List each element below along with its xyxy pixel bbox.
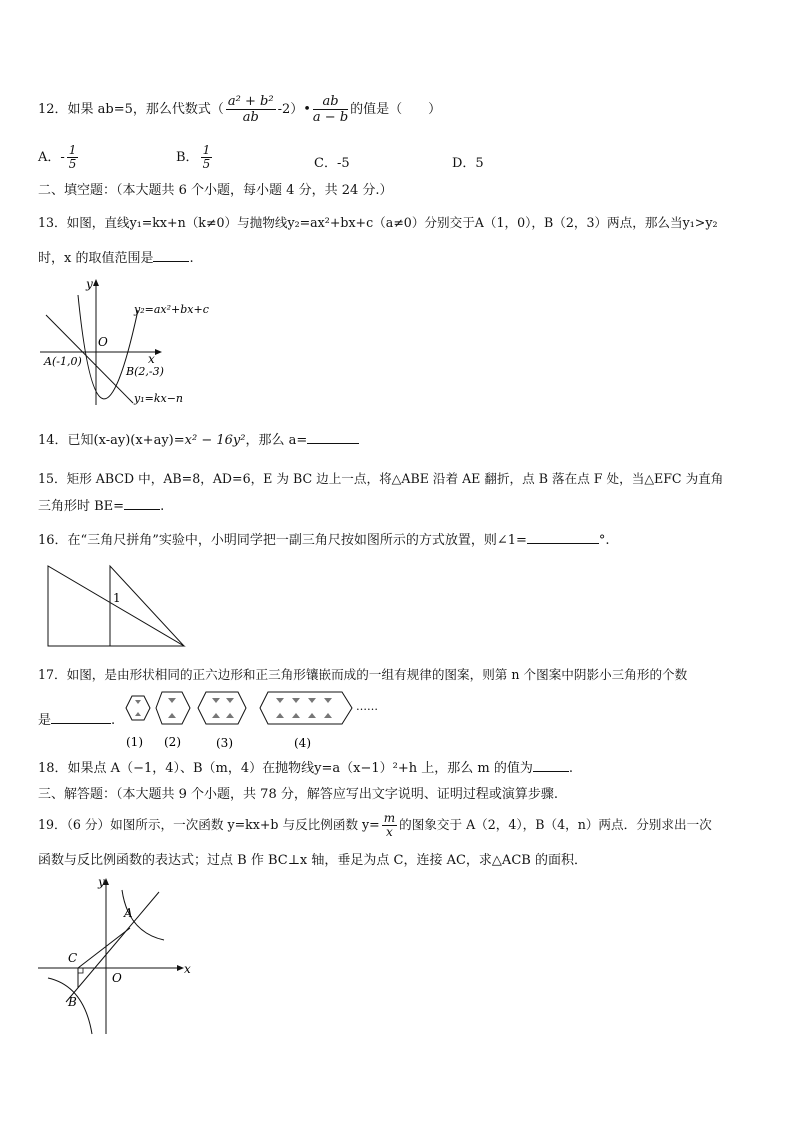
q13-x-label: x — [148, 352, 155, 366]
q13-answer-blank[interactable] — [153, 261, 189, 262]
pattern-label-1: (1) — [126, 735, 143, 749]
q19-line-1-prefix: 19．（6 分）如图所示，一次函数 y=kx+b 与反比例函数 y= — [38, 817, 380, 832]
pattern-1 — [126, 696, 150, 720]
option-b-numerator: 1 — [202, 143, 211, 157]
q19-frac-denominator: x — [386, 825, 393, 839]
q12-prefix: 12．如果 ab=5，那么代数式（ — [38, 102, 224, 117]
section-3-heading: 三、解答题：（本大题共 9 个小题，共 78 分，解答应写出文字说明、证明过程或演算步骤. — [38, 787, 558, 802]
option-a-fraction — [67, 144, 79, 171]
option-a-numerator: 1 — [68, 143, 77, 157]
q19-line-1 — [38, 812, 712, 839]
q13-point-b-label: B(2,-3) — [126, 365, 164, 378]
option-b-label: B． — [176, 150, 199, 165]
q12-suffix: 的值是（ ） — [350, 102, 442, 117]
q12-frac2-denominator: a − b — [312, 110, 349, 125]
q19-frac-numerator: m — [383, 811, 396, 825]
q14-prefix: 14．已知(x-ay)(x+ay)= — [38, 433, 185, 448]
q12-option-a[interactable] — [38, 144, 80, 171]
pattern-label-2: (2) — [164, 735, 181, 749]
option-a-denominator: 5 — [68, 157, 77, 171]
q15-line-2-end: . — [160, 499, 165, 514]
q17-line-2 — [38, 712, 115, 730]
q12-option-c[interactable]: C．-5 — [314, 156, 350, 171]
q13-line-1: 13．如图，直线y₁=kx+n（k≠0）与抛物线y₂=ax²+bx+c（a≠0）分别交于A（1，0），B（2，3）两点，那么当y₁>y₂ — [38, 215, 718, 230]
q16-triangles-figure — [44, 562, 194, 652]
q13-line-2 — [38, 250, 194, 268]
q14-line — [38, 432, 359, 450]
pattern-2 — [156, 692, 190, 724]
q18-answer-blank[interactable] — [533, 771, 569, 772]
q12-fraction-1 — [226, 94, 276, 125]
q15-line-1: 15．矩形 ABCD 中，AB=8，AD=6，E 为 BC 边上一点，将△ABE 沿着 AE 翻折，点 B 落在点 F 处，当△EFC 为直角 — [38, 471, 724, 486]
q13-point-a-label: A(-1,0) — [44, 355, 82, 368]
q18-line — [38, 760, 573, 778]
q14-answer-blank[interactable] — [307, 443, 359, 444]
q17-pattern-figure — [120, 686, 390, 752]
q16-angle-label: 1 — [113, 591, 121, 605]
q12-fraction-2 — [313, 94, 348, 125]
q17-line-1: 17．如图，是由形状相同的正六边形和正三角形镶嵌而成的一组有规律的图案，则第 n 个图案中阴影小三角形的个数 — [38, 667, 688, 682]
q16-triangle-1 — [48, 566, 184, 646]
q19-point-c-label: C — [68, 951, 78, 965]
q13-y-label: y — [86, 277, 93, 291]
q12-frac1-numerator: a² + b² — [227, 94, 274, 109]
q16-triangle-2 — [110, 566, 184, 646]
q19-x-arrow-icon — [177, 965, 184, 971]
pattern-3 — [198, 692, 246, 724]
q12-frac2-numerator: ab — [313, 94, 348, 110]
q12-stem — [38, 94, 441, 125]
q19-origin-label: O — [112, 971, 122, 985]
q16-answer-blank[interactable] — [527, 543, 599, 544]
option-b-denominator: 5 — [202, 157, 211, 171]
q19-line-1-suffix: 的图象交于 A（2，4），B（4，n）两点．分别求出一次 — [399, 817, 712, 832]
q14-suffix: ，那么 a= — [245, 433, 308, 448]
q18-end: . — [568, 761, 573, 776]
q13-y-arrow-icon — [93, 279, 99, 286]
q16-line — [38, 532, 610, 550]
q13-x-arrow-icon — [155, 349, 162, 355]
q15-line-2-text: 三角形时 BE= — [38, 499, 125, 514]
q12-frac1-denominator: ab — [242, 110, 259, 125]
q17-line-2-end: . — [111, 713, 116, 728]
q19-y-label: y — [98, 875, 105, 889]
q12-minus-two: -2）• — [277, 102, 311, 117]
q13-graph-figure — [38, 275, 228, 415]
pattern-4 — [260, 692, 352, 724]
q13-y2-label: y₂=ax²+bx+c — [134, 303, 209, 316]
q13-origin-label: O — [98, 335, 108, 349]
q17-shaded-triangles — [135, 698, 332, 718]
pattern-label-4: (4) — [294, 736, 311, 750]
q17-line-2-text: 是 — [38, 713, 52, 728]
q13-line-2-end: . — [189, 251, 194, 266]
q16-end: °. — [598, 533, 610, 548]
q13-line-2-text: 时，x 的取值范围是 — [38, 251, 154, 266]
q19-point-b-label: B — [68, 995, 77, 1009]
q13-y1-label: y₁=kx−n — [134, 392, 184, 405]
q17-ellipsis: …… — [356, 700, 378, 713]
section-2-heading: 二、填空题：（本大题共 6 个小题，每小题 4 分，共 24 分.） — [38, 183, 393, 198]
option-a-label: A．- — [38, 150, 65, 165]
q16-text: 16．在“三角尺拼角”实验中，小明同学把一副三角尺按如图所示的方式放置，则∠1= — [38, 533, 527, 548]
q18-text: 18．如果点 A（−1，4）、B（m，4）在抛物线y=a（x−1）²+h 上，那么 m 的值为 — [38, 761, 533, 776]
q19-fraction — [382, 812, 397, 839]
q15-line-2 — [38, 498, 164, 516]
q19-x-label: x — [184, 962, 191, 976]
q12-option-d[interactable]: D．5 — [452, 156, 484, 171]
q19-segment-ac — [78, 928, 130, 968]
q19-graph-figure — [34, 872, 199, 1042]
q19-line — [66, 892, 159, 1002]
q19-point-a-label: A — [124, 906, 133, 920]
q15-answer-blank[interactable] — [124, 509, 160, 510]
option-b-fraction — [201, 144, 213, 171]
q14-expression: x² − 16y² — [184, 433, 246, 448]
q12-option-b[interactable] — [176, 144, 214, 171]
q17-answer-blank[interactable] — [51, 723, 111, 724]
q13-parabola — [78, 295, 138, 399]
q19-right-angle-marker — [78, 968, 83, 973]
pattern-label-3: (3) — [216, 736, 233, 750]
q19-line-2: 函数与反比例函数的表达式；过点 B 作 BC⊥x 轴，垂足为点 C，连接 AC，求△ACB 的面积． — [38, 853, 587, 868]
